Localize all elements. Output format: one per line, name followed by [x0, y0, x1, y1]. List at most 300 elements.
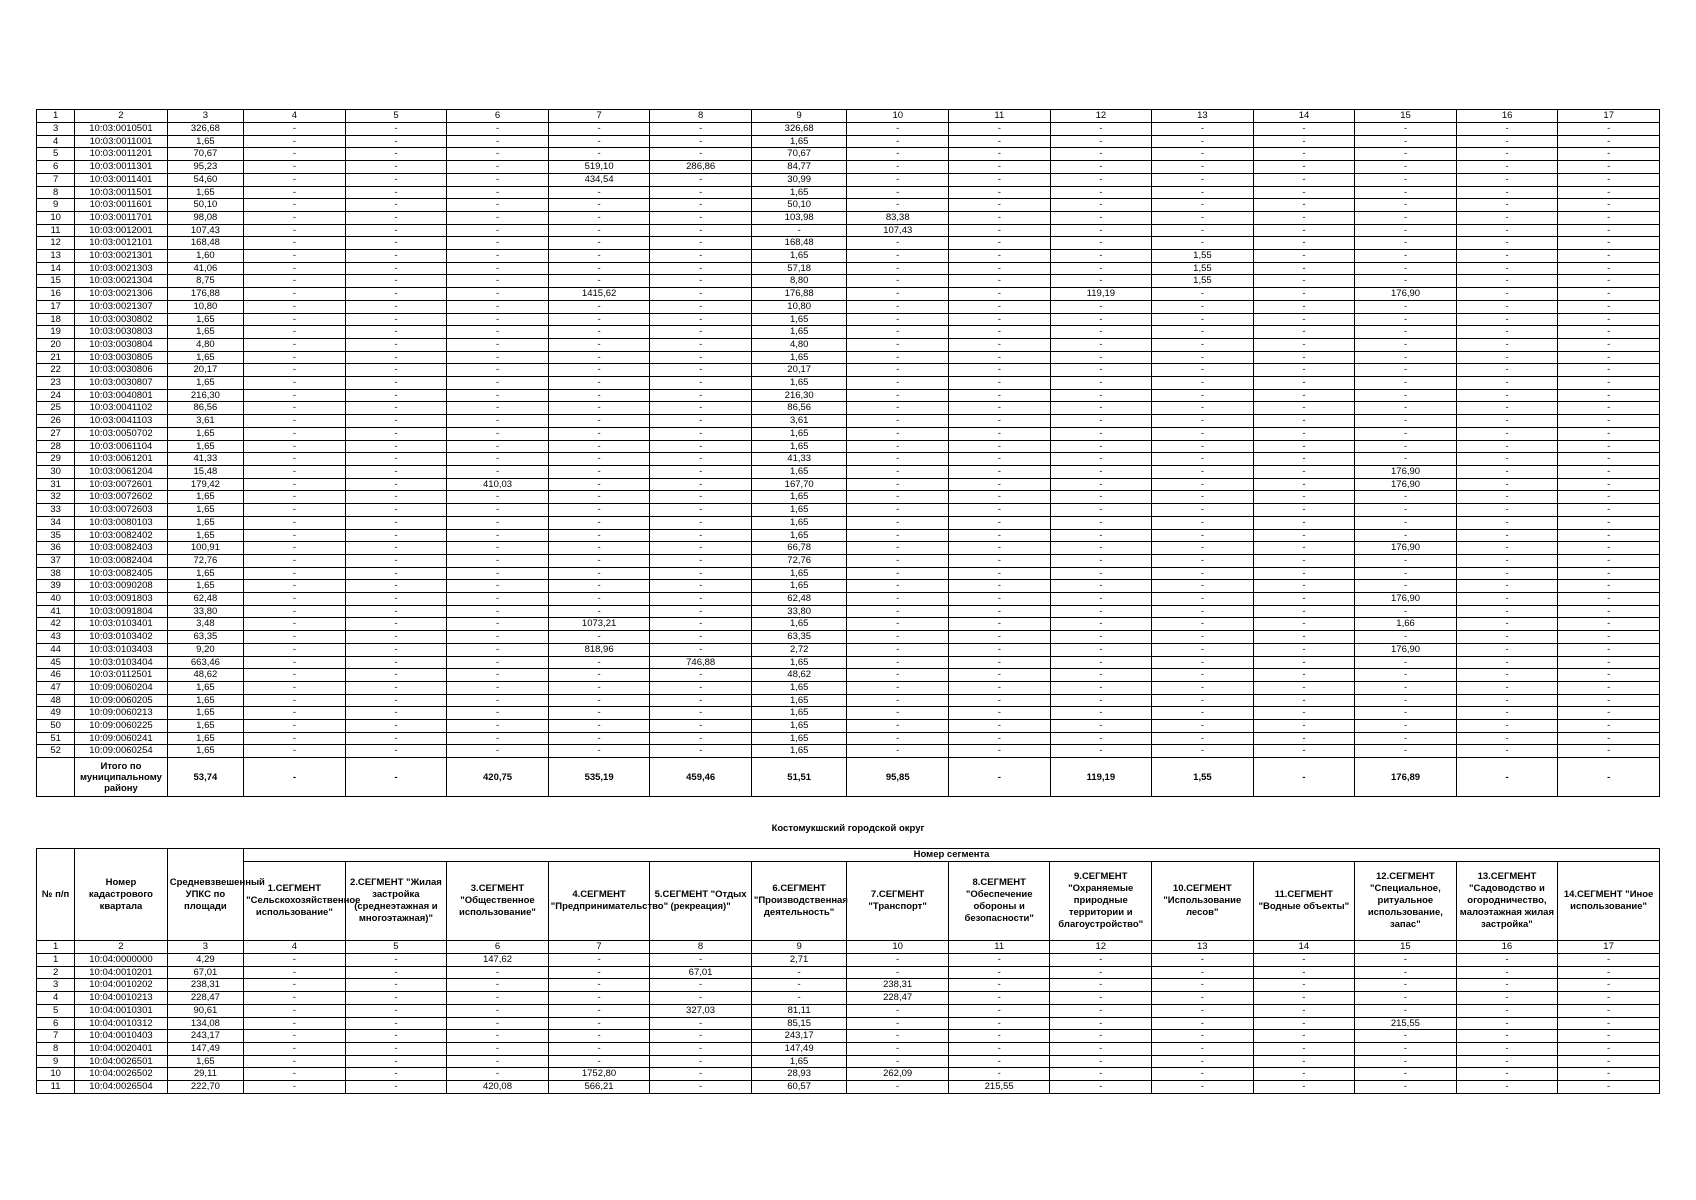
table-cell: 176,90	[1355, 593, 1457, 606]
table-cell: -	[1456, 1042, 1558, 1055]
table-cell: -	[650, 529, 752, 542]
table-cell: 1,65	[167, 351, 243, 364]
table-cell: 6	[37, 1017, 75, 1030]
table-cell: 215,55	[1355, 1017, 1457, 1030]
table-cell: -	[1050, 1055, 1152, 1068]
table-cell: 67,01	[650, 966, 752, 979]
table-cell: -	[1456, 656, 1558, 669]
table-cell: -	[244, 135, 346, 148]
table-cell: -	[244, 427, 346, 440]
table-cell: -	[244, 992, 346, 1005]
table-cell: -	[1152, 992, 1254, 1005]
table-cell: 62,48	[751, 593, 847, 606]
table-cell: -	[650, 478, 752, 491]
table-cell: -	[1152, 1068, 1254, 1081]
table-cell: -	[650, 453, 752, 466]
table-cell: 10,80	[167, 300, 243, 313]
table-cell: -	[1456, 478, 1558, 491]
table-cell: -	[548, 681, 650, 694]
table-cell: 215,55	[948, 1081, 1050, 1094]
table-cell: 40	[37, 593, 75, 606]
table-cell: -	[1152, 440, 1254, 453]
table-cell: -	[1558, 529, 1660, 542]
table-cell: -	[548, 694, 650, 707]
table-cell: -	[949, 364, 1051, 377]
table-cell: -	[1558, 1004, 1660, 1017]
table-cell: -	[244, 364, 346, 377]
table-cell: -	[447, 631, 549, 644]
segment-header: 10.СЕГМЕНТ "Использование лесов"	[1152, 862, 1254, 941]
table-cell: -	[1253, 199, 1355, 212]
table-cell: -	[548, 262, 650, 275]
table-cell: 63,35	[751, 631, 847, 644]
table-cell: -	[847, 605, 949, 618]
table-cell: -	[244, 979, 346, 992]
table-cell: -	[847, 504, 949, 517]
table-cell: -	[650, 440, 752, 453]
table-cell: 1,65	[751, 694, 847, 707]
table-cell: 12	[1050, 941, 1152, 954]
table-cell: 1,65	[751, 1055, 847, 1068]
table-cell: -	[1050, 618, 1152, 631]
table-cell: 52	[37, 745, 75, 758]
table-cell: -	[1253, 580, 1355, 593]
table-cell: 41	[37, 605, 75, 618]
table-cell: -	[1456, 1068, 1558, 1081]
table-cell: -	[244, 732, 346, 745]
table-cell: -	[949, 173, 1051, 186]
table-cell: -	[1456, 554, 1558, 567]
table-cell: -	[1152, 199, 1254, 212]
table-cell: -	[847, 440, 949, 453]
table-cell: -	[1558, 1017, 1660, 1030]
table-cell: -	[447, 593, 549, 606]
table-cell: -	[345, 1042, 447, 1055]
table-cell: 167,70	[751, 478, 847, 491]
table-cell: -	[1558, 1030, 1660, 1043]
table-cell: -	[1456, 732, 1558, 745]
table-cell: -	[1558, 123, 1660, 136]
table-cell: 10:03:0061104	[75, 440, 168, 453]
table-cell: 3,61	[751, 415, 847, 428]
table-cell: -	[1253, 643, 1355, 656]
table-cell: -	[1152, 478, 1254, 491]
table-cell: -	[1558, 135, 1660, 148]
table-row	[37, 173, 1660, 186]
table-cell: -	[548, 389, 650, 402]
table-cell: -	[244, 580, 346, 593]
table-cell: -	[949, 351, 1051, 364]
table-cell: 10:04:0020401	[75, 1042, 168, 1055]
table-cell: -	[1253, 745, 1355, 758]
table-cell: -	[244, 542, 346, 555]
table-cell: 44	[37, 643, 75, 656]
table-cell: -	[1050, 402, 1152, 415]
table-cell: -	[650, 1042, 752, 1055]
table-cell: -	[1253, 135, 1355, 148]
table-cell: -	[949, 148, 1051, 161]
table-cell: 10:04:0026502	[75, 1068, 168, 1081]
table-cell: -	[1050, 1004, 1152, 1017]
table-cell: -	[1050, 173, 1152, 186]
table-cell: -	[447, 1030, 549, 1043]
table-cell: -	[847, 529, 949, 542]
table-cell: -	[650, 313, 752, 326]
table-cell: -	[1456, 707, 1558, 720]
table-cell: -	[949, 300, 1051, 313]
table-cell: -	[1253, 237, 1355, 250]
table-cell: 28	[37, 440, 75, 453]
table-cell: -	[650, 377, 752, 390]
table-cell: -	[949, 453, 1051, 466]
table-cell: -	[447, 199, 549, 212]
table-cell: -	[949, 504, 1051, 517]
table-cell: -	[949, 186, 1051, 199]
table-cell: -	[1355, 453, 1457, 466]
table-cell: -	[949, 211, 1051, 224]
table-cell: -	[1558, 313, 1660, 326]
table-cell: -	[244, 954, 346, 967]
total-value: 459,46	[650, 758, 752, 797]
table-row	[37, 529, 1660, 542]
table-cell: 1,65	[167, 440, 243, 453]
table-cell: -	[447, 554, 549, 567]
table-cell: -	[650, 275, 752, 288]
table-cell: -	[1456, 1017, 1558, 1030]
table-cell: 19	[37, 326, 75, 339]
table-cell: -	[1456, 415, 1558, 428]
table-cell: -	[244, 211, 346, 224]
table-cell: 11	[37, 1081, 75, 1094]
table-cell: 85,15	[751, 1017, 847, 1030]
table-cell: -	[847, 453, 949, 466]
table-cell: -	[1253, 605, 1355, 618]
table-cell: -	[447, 415, 549, 428]
table-cell: -	[1355, 275, 1457, 288]
table-cell: -	[447, 618, 549, 631]
table-cell: 18	[37, 313, 75, 326]
table-cell: 168,48	[167, 237, 243, 250]
table-cell: -	[1050, 300, 1152, 313]
table-cell: -	[1050, 389, 1152, 402]
table-cell: -	[650, 992, 752, 1005]
table-cell: -	[1050, 643, 1152, 656]
table-cell: -	[1253, 351, 1355, 364]
total-value: 1,55	[1152, 758, 1254, 797]
table-row	[37, 199, 1660, 212]
table-cell: -	[847, 1017, 949, 1030]
table-cell: 10:09:0060204	[75, 681, 168, 694]
table-cell: -	[1050, 440, 1152, 453]
table-cell: 8	[650, 941, 752, 954]
table-cell: -	[244, 415, 346, 428]
table-cell: -	[548, 491, 650, 504]
table-cell: 10,80	[751, 300, 847, 313]
table-cell: -	[548, 669, 650, 682]
table-cell: -	[1558, 491, 1660, 504]
table-cell: 216,30	[751, 389, 847, 402]
table-cell: 1,65	[751, 567, 847, 580]
table-cell: -	[650, 1055, 752, 1068]
table-cell: -	[1456, 992, 1558, 1005]
table-cell: -	[1253, 148, 1355, 161]
table-cell: -	[1152, 288, 1254, 301]
table-cell: 41,33	[751, 453, 847, 466]
table-cell: -	[1355, 979, 1457, 992]
table-cell: -	[650, 300, 752, 313]
table-cell: 10:09:0060205	[75, 694, 168, 707]
table-cell: -	[1152, 681, 1254, 694]
table-cell: -	[1050, 707, 1152, 720]
table-cell: -	[1253, 618, 1355, 631]
table-cell: -	[1152, 465, 1254, 478]
table-cell: -	[1050, 954, 1152, 967]
table-cell: -	[1558, 338, 1660, 351]
table-cell: -	[447, 643, 549, 656]
table-cell: 27	[37, 427, 75, 440]
table-cell: -	[548, 123, 650, 136]
table-cell: -	[447, 966, 549, 979]
table-cell: -	[1456, 720, 1558, 733]
table-cell: -	[447, 1042, 549, 1055]
table-cell: -	[1253, 173, 1355, 186]
table-cell: -	[847, 732, 949, 745]
table-row	[37, 669, 1660, 682]
table-cell: -	[447, 694, 549, 707]
table-cell: 566,21	[548, 1081, 650, 1094]
total-value: -	[1456, 758, 1558, 797]
table-cell: 12	[37, 237, 75, 250]
table-cell: -	[650, 135, 752, 148]
table-cell: 15	[37, 275, 75, 288]
table-cell: -	[949, 135, 1051, 148]
table-cell: -	[447, 377, 549, 390]
table-cell: 9	[37, 1055, 75, 1068]
table-cell: 1,65	[751, 465, 847, 478]
table-cell: -	[244, 694, 346, 707]
table-cell: -	[244, 1004, 346, 1017]
table-cell: -	[345, 465, 447, 478]
table-row	[37, 1004, 1660, 1017]
table-cell: -	[1152, 567, 1254, 580]
table-cell: -	[1152, 656, 1254, 669]
table-cell: -	[847, 580, 949, 593]
table-cell: 67,01	[167, 966, 243, 979]
table-cell: -	[1253, 542, 1355, 555]
table-cell: 7	[548, 110, 650, 123]
table-cell: -	[1253, 979, 1355, 992]
table-cell: -	[1152, 707, 1254, 720]
table-cell: -	[1355, 440, 1457, 453]
table-cell: -	[847, 313, 949, 326]
table-row	[37, 186, 1660, 199]
table-cell: 176,90	[1355, 465, 1457, 478]
table-cell: -	[1456, 338, 1558, 351]
table-cell: -	[447, 465, 549, 478]
table-cell: -	[949, 199, 1051, 212]
table-cell: -	[548, 364, 650, 377]
table-cell: -	[1253, 364, 1355, 377]
table-cell: -	[1355, 707, 1457, 720]
table-cell: -	[948, 992, 1050, 1005]
table-cell: 11	[949, 110, 1051, 123]
table-cell: -	[847, 338, 949, 351]
table-cell: -	[1456, 389, 1558, 402]
table-cell: 1	[37, 954, 75, 967]
table-cell: -	[949, 262, 1051, 275]
table-row	[37, 516, 1660, 529]
table-cell: -	[447, 681, 549, 694]
table-cell: 10:03:0103401	[75, 618, 168, 631]
table-cell: -	[447, 720, 549, 733]
table-row	[37, 1081, 1660, 1094]
table-cell: -	[1253, 954, 1355, 967]
table-cell: -	[1253, 992, 1355, 1005]
table-cell: -	[1355, 402, 1457, 415]
table-cell: -	[1355, 681, 1457, 694]
table-cell: -	[847, 669, 949, 682]
table-cell: 39	[37, 580, 75, 593]
table-cell: -	[1152, 123, 1254, 136]
table-cell: -	[1152, 326, 1254, 339]
table-cell: -	[949, 618, 1051, 631]
segment-header: 2.СЕГМЕНТ "Жилая застройка (среднеэтажная и многоэтажная)"	[345, 862, 447, 941]
table-cell: 10:03:0012101	[75, 237, 168, 250]
table-row	[37, 567, 1660, 580]
table-cell: -	[1355, 491, 1457, 504]
table-cell: 1,65	[751, 707, 847, 720]
table-row	[37, 364, 1660, 377]
table-cell: 9	[751, 110, 847, 123]
table-cell: -	[1558, 161, 1660, 174]
table-cell: -	[548, 415, 650, 428]
table-cell: 10:03:0103403	[75, 643, 168, 656]
table-cell: -	[1050, 720, 1152, 733]
table-cell: -	[650, 351, 752, 364]
table-cell: -	[650, 732, 752, 745]
table-cell: 2	[75, 941, 168, 954]
table-cell: -	[1456, 262, 1558, 275]
table-cell: 30,99	[751, 173, 847, 186]
table-cell: -	[1253, 300, 1355, 313]
table-cell: -	[1355, 148, 1457, 161]
table-cell: 3	[167, 941, 243, 954]
table-cell: -	[1456, 542, 1558, 555]
table-cell: -	[345, 364, 447, 377]
table-cell: -	[1050, 186, 1152, 199]
table-cell: -	[548, 554, 650, 567]
table-cell: -	[1253, 224, 1355, 237]
table-cell: -	[949, 542, 1051, 555]
table-cell: -	[1253, 1055, 1355, 1068]
table-cell: -	[1050, 465, 1152, 478]
table-cell: -	[1050, 554, 1152, 567]
table-cell: -	[1152, 1042, 1254, 1055]
table-cell: -	[1152, 186, 1254, 199]
table-cell: -	[650, 148, 752, 161]
table-cell: 10:09:0060241	[75, 732, 168, 745]
table-cell: -	[1355, 1004, 1457, 1017]
table-cell: 10:03:0091804	[75, 605, 168, 618]
table-cell: 13	[37, 250, 75, 263]
table-cell: -	[345, 491, 447, 504]
table-cell: -	[1152, 694, 1254, 707]
table-cell: -	[345, 377, 447, 390]
table-cell: -	[345, 300, 447, 313]
table-row	[37, 453, 1660, 466]
table-cell: 10:03:0021304	[75, 275, 168, 288]
total-value: 51,51	[751, 758, 847, 797]
table-cell: -	[1456, 504, 1558, 517]
table-cell: 43	[37, 631, 75, 644]
table-row	[37, 237, 1660, 250]
table-cell: 10:09:0060254	[75, 745, 168, 758]
table-cell: 49	[37, 707, 75, 720]
table-cell: -	[1558, 554, 1660, 567]
table-cell: -	[548, 631, 650, 644]
table-cell: -	[548, 745, 650, 758]
table-cell: -	[1355, 237, 1457, 250]
table-cell: -	[1253, 427, 1355, 440]
table-cell: -	[1152, 237, 1254, 250]
table-cell: -	[1152, 643, 1254, 656]
table-cell: -	[345, 720, 447, 733]
table-cell: 326,68	[751, 123, 847, 136]
table-cell: -	[1253, 554, 1355, 567]
table-cell: 9	[37, 199, 75, 212]
table-cell: -	[1152, 554, 1254, 567]
table-cell: -	[1558, 262, 1660, 275]
table-cell: -	[1050, 453, 1152, 466]
table-cell: 37	[37, 554, 75, 567]
table-cell: -	[447, 745, 549, 758]
table-cell: -	[345, 1030, 447, 1043]
table-cell: -	[1253, 478, 1355, 491]
table-cell: -	[447, 580, 549, 593]
table-cell: 1,65	[167, 504, 243, 517]
table-cell: -	[1152, 605, 1254, 618]
table-cell: -	[847, 250, 949, 263]
table-cell: -	[751, 966, 847, 979]
table-cell: 45	[37, 656, 75, 669]
table-cell: -	[1355, 631, 1457, 644]
table-cell: 1,65	[751, 529, 847, 542]
table-cell: 4	[244, 941, 346, 954]
table-cell: 1,55	[1152, 275, 1254, 288]
table-cell: -	[244, 148, 346, 161]
table-cell: -	[447, 656, 549, 669]
table-cell: 1,65	[751, 377, 847, 390]
table-cell: -	[1152, 211, 1254, 224]
table-cell: 663,46	[167, 656, 243, 669]
table-cell: -	[548, 966, 650, 979]
table-cell: -	[650, 186, 752, 199]
table-cell: 10:09:0060225	[75, 720, 168, 733]
table-cell: -	[847, 694, 949, 707]
table-cell: -	[1050, 351, 1152, 364]
table-cell: -	[1253, 123, 1355, 136]
table-cell: -	[1050, 161, 1152, 174]
table-cell: -	[345, 554, 447, 567]
table-cell: -	[1152, 1004, 1254, 1017]
table-cell: -	[1253, 440, 1355, 453]
table-cell: -	[1152, 979, 1254, 992]
table-cell: -	[1355, 554, 1457, 567]
table-cell: -	[548, 1004, 650, 1017]
table-cell: 33,80	[167, 605, 243, 618]
table-cell: 1,65	[167, 567, 243, 580]
table-cell: -	[1355, 377, 1457, 390]
